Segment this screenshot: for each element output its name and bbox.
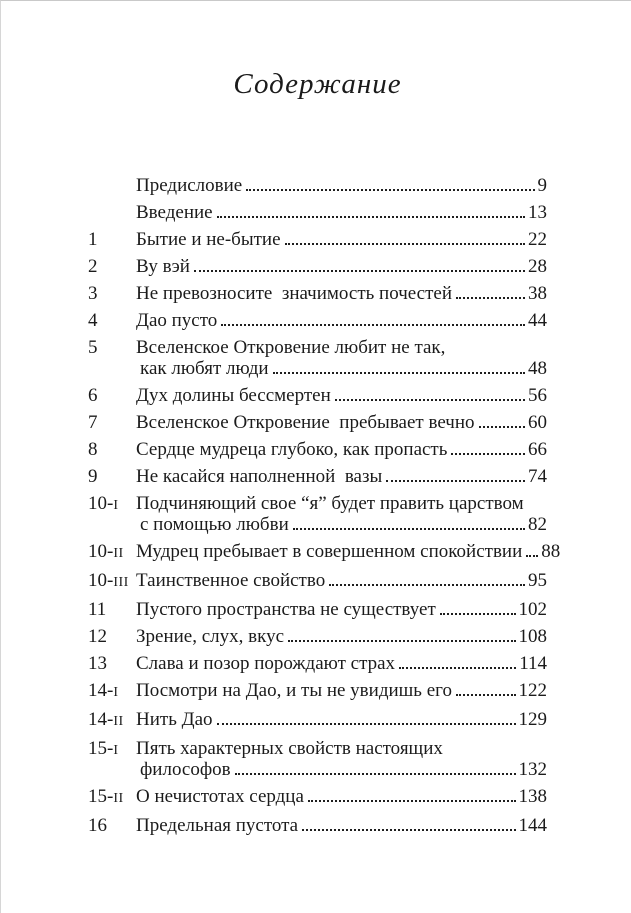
dot-leader [285,243,525,245]
toc-entry [88,599,547,620]
toc-entry-page: 82 [528,514,547,535]
toc-entry [88,337,547,379]
toc-entry [88,680,547,703]
toc-entry [88,709,547,732]
toc-entry-lastline [136,229,547,250]
toc-entry-page: 22 [528,229,547,250]
toc-entry-page: 122 [518,680,547,701]
toc-entry-text: с помощью любви [140,514,289,535]
toc-entry-lastline [136,599,547,620]
toc-entry-number: 12 [88,626,107,647]
toc-entry-lastline [136,541,561,562]
toc-entry-number: 14-II [88,709,124,730]
toc-entry-lastline [136,283,547,304]
toc-entry-page: 44 [528,310,547,331]
dot-leader [451,453,525,455]
toc-entry [88,786,547,809]
toc-entry-text: Сердце мудреца глубоко, как пропасть [136,439,448,460]
toc-entry-lastline [136,680,547,701]
toc-entry-text: Посмотри на Дао, и ты не увидишь его [136,680,452,701]
dot-leader [335,399,525,401]
toc-entry-text: Зрение, слух, вкус [136,626,285,647]
toc-entry-text: Мудрец пребывает в совершенном спокойствии [136,541,523,562]
toc-entry [88,541,561,564]
toc-entry-text: Бытие и не-бытие [136,229,281,250]
dot-leader [440,613,516,615]
toc-entry-lastline [136,358,547,379]
toc-entry [88,256,547,277]
toc-entry-text: Предельная пустота [136,815,299,836]
dot-leader [273,372,525,374]
toc-entry-body [136,412,547,433]
toc-entry [88,466,547,487]
toc-entry-number: 10-III [88,570,129,591]
roman-numeral-suffix: II [113,714,124,729]
toc-entry-lastline [136,439,547,460]
dot-leader [399,667,516,669]
toc-entry-page: 56 [528,385,547,406]
toc-entry-page: 108 [518,626,547,647]
dot-leader [308,800,516,802]
toc-entry-body [136,439,547,460]
dot-leader [526,555,538,557]
toc-entry-body [136,229,547,250]
toc-entry-page: 95 [528,570,547,591]
toc-entry [88,229,547,250]
toc-entry-page: 132 [518,759,547,780]
dot-leader [217,216,525,218]
toc-entry-body [136,815,547,836]
toc-entry-number: 15-II [88,786,124,807]
dot-leader [456,694,516,696]
toc-entry-lastline [136,709,547,730]
toc-entry-text: О нечистотах сердца [136,786,304,807]
toc-entry-number: 9 [88,466,98,487]
dot-leader [293,528,525,530]
toc-entry-number: 10-II [88,541,124,562]
toc-entry-number: 3 [88,283,98,304]
toc-entry-body [136,175,547,196]
toc-list [88,175,561,836]
toc-entry [88,653,547,674]
toc-entry-lastline [136,202,547,223]
toc-entry-text: Не касайся наполненной вазы [136,466,383,487]
toc-entry-body [136,385,547,406]
toc-entry-text: Пустого пространства не существует [136,599,436,620]
toc-entry-lastline [136,412,547,433]
toc-entry-lastline [136,175,547,196]
page-title: Содержание [233,68,402,100]
dot-leader [217,723,516,725]
toc-entry-page: 114 [519,653,547,674]
toc-entry-text: Дух долины бессмертен [136,385,331,406]
toc-entry-text: философов [140,759,231,780]
dot-leader [479,426,525,428]
toc-entry-text: Дао пусто [136,310,218,331]
toc-entry-page: 38 [528,283,547,304]
roman-numeral-suffix: II [113,791,124,806]
dot-leader [246,189,534,191]
toc-entry-number: 7 [88,412,98,433]
toc-entry-text: Ву вэй [136,256,190,277]
toc-entry-page: 28 [528,256,547,277]
toc-entry-number: 4 [88,310,98,331]
toc-entry [88,283,547,304]
toc-entry [88,412,547,433]
toc-entry [88,738,547,780]
toc-entry [88,570,547,593]
toc-entry-page: 74 [528,466,547,487]
toc-entry-lastline [136,570,547,591]
toc-entry-lastline [136,514,547,535]
toc-entry-text: Слава и позор порождают страх [136,653,396,674]
toc-entry-number: 5 [88,337,98,358]
roman-numeral-suffix: II [113,546,124,561]
toc-entry-lastline [136,786,547,807]
toc-entry-page: 138 [518,786,547,807]
roman-numeral-suffix: I [113,743,119,758]
toc-entry-number: 11 [88,599,107,620]
toc-entry-number: 10-I [88,493,119,514]
toc-entry-body [136,541,561,564]
toc-entry-body [136,283,547,304]
toc-entry-number: 16 [88,815,107,836]
toc-entry-lastline [136,653,547,674]
toc-entry-body [136,599,547,620]
toc-entry-number: 6 [88,385,98,406]
toc-entry-body [136,256,547,277]
toc-entry-number: 14-I [88,680,119,701]
toc-entry-lastline [136,310,547,331]
toc-entry-body [136,466,547,487]
toc-entry-page: 88 [541,541,561,562]
toc-entry-page: 60 [528,412,547,433]
dot-leader [288,640,515,642]
dot-leader [302,829,515,831]
toc-entry-lastline [136,385,547,406]
toc-entry-body [136,786,547,809]
toc-entry [88,493,547,535]
toc-entry-page: 66 [528,439,547,460]
toc-entry-body [136,310,547,331]
toc-entry [88,815,547,836]
toc-entry-body [136,570,547,593]
toc-entry-lastline [136,759,547,780]
toc-entry-number: 8 [88,439,98,460]
toc-entry-lastline [136,466,547,487]
toc-entry-text: Не превозносите значимость почестей [136,283,453,304]
toc-entry-number: 2 [88,256,98,277]
toc-entry-page: 48 [528,358,547,379]
dot-leader [456,297,525,299]
dot-leader [386,480,525,482]
toc-entry-text: Нить Дао [136,709,213,730]
toc-entry-lastline [136,815,547,836]
toc-entry-number: 1 [88,229,98,250]
toc-entry-body [136,709,547,732]
roman-numeral-suffix: III [113,575,129,590]
toc-entry-text: как любят люди [140,358,269,379]
toc-entry-text: Пять характерных свойств настоящих [136,738,443,759]
dot-leader [329,584,525,586]
toc-entry-body [136,493,547,535]
toc-entry-text: Введение [136,202,213,223]
toc-entry-page: 13 [528,202,547,223]
toc-entry-lastline [136,256,547,277]
toc-entry-body [136,680,547,703]
dot-leader [194,270,525,272]
toc-entry-text: Вселенское Откровение любит не так, [136,337,446,358]
roman-numeral-suffix: I [113,498,119,513]
toc-entry-text: Предисловие [136,175,243,196]
toc-entry-number [88,202,136,223]
toc-entry-number: 15-I [88,738,119,759]
toc-entry-text: Подчиняющий свое “я” будет править царством [136,493,524,514]
dot-leader [221,324,525,326]
toc-entry-page: 102 [518,599,547,620]
toc-entry [88,175,547,196]
toc-entry-page: 144 [518,815,547,836]
toc-entry-body [136,202,547,223]
toc-entry-body [136,337,547,379]
toc-entry-body [136,738,547,780]
roman-numeral-suffix: I [113,685,119,700]
toc-entry-body [136,653,547,674]
toc-entry-number [88,175,136,196]
toc-entry-text: Вселенское Откровение пребывает вечно [136,412,475,433]
toc-entry [88,385,547,406]
toc-entry-text: Таинственное свойство [136,570,326,591]
toc-entry [88,439,547,460]
toc-entry-number: 13 [88,653,107,674]
dot-leader [235,773,516,775]
toc-entry [88,626,547,647]
toc-entry [88,310,547,331]
toc-entry-body [136,626,547,647]
toc-entry-lastline [136,626,547,647]
toc-entry [88,202,547,223]
toc-entry-page: 129 [518,709,547,730]
toc-entry-page: 9 [537,175,547,196]
